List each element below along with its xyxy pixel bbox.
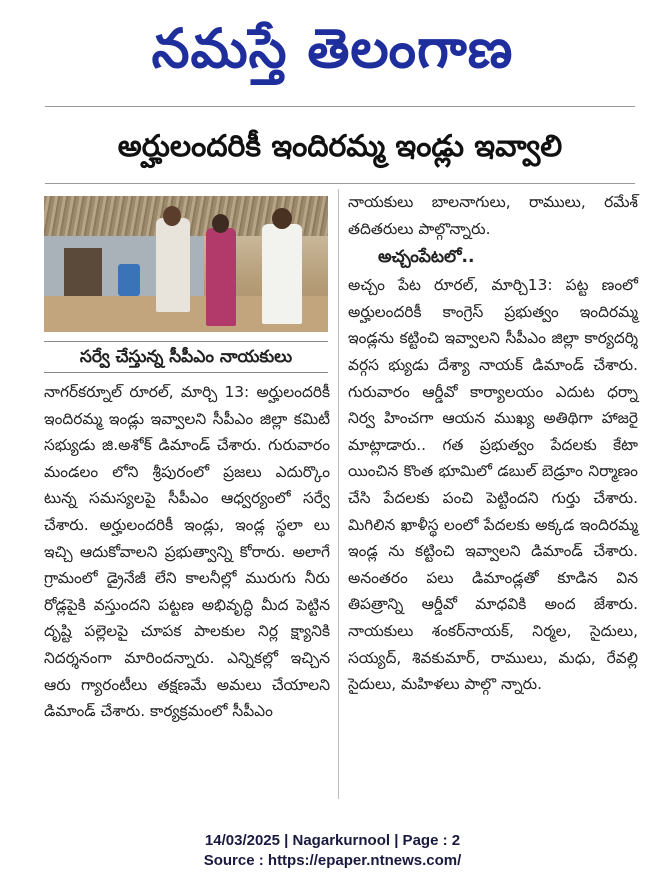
article-subheading: అచ్చంపేటలో.. (378, 247, 475, 268)
footer-source: Source : https://epaper.ntnews.com/ (203, 852, 462, 869)
footer-date-edition: 14/03/2025 | Nagarkurnool | Page : 2 (204, 832, 461, 849)
masthead-title: నమస్తే తెలంగాణ (151, 16, 514, 80)
person-figure (156, 218, 190, 312)
column-divider (338, 189, 339, 799)
masthead-divider (45, 106, 635, 107)
article-headline: అర్హులందరికీ ఇందిరమ్మ ఇండ్లు ఇవ్వాలి (117, 129, 563, 164)
photo-caption: సర్వే చేస్తున్న సీపీఎం నాయకులు (44, 341, 328, 373)
article-left-column (44, 379, 330, 725)
newspaper-masthead (0, 8, 665, 88)
left-column-text: నాగర్‌కర్నూల్ రూరల్, మార్చి 13: అర్హులందరికీ ఇందిరమ్మ ఇండ్లు ఇవ్వాలని సీపీఎం జిల్లా కమిటీ సభ్యుడు జి.అశోక్ డిమాండ్ చేశారు. గురువారం మండలం లోని శ్రీపురంలో ప్రజలు ఎదుర్కొం టున్న సమస్యలపై సీపీఎం ఆధ్వర్యంలో సర్వే చేశారు. అర్హులందరికీ ఇండ్లు, ఇండ్ల స్థలా లు ఇచ్చి ఆదుకోవాలని ప్రభుత్వాన్ని కోరారు. అలాగే గ్రామంలో డ్రైనేజీ లేని కాలనీల్లో మురుగు నీరు రోడ్లపైకి వస్తుందని పట్టణ అభివృద్ధి మీద పెట్టిన దృష్టి పల్లెలపై చూపక పాలకుల నిర్ల క్ష్యానికి నిదర్శనంగా మారిందన్నారు. ఎన్నికల్లో ఇచ్చిన ఆరు గ్యారంటీలు తక్షణమే అమలు చేయాలని డిమాండ్ చేశారు. కార్యక్రమంలో సీపీఎం (44, 383, 330, 721)
article-photo (44, 196, 328, 332)
right-column-text: అచ్చం పేట రూరల్, మార్చి13: పట్ట ణంలో అర్హులందరికీ కాంగ్రెస్ ప్రభుత్వం ఇందిరమ్మ ఇండ్లను కట్టించి ఇవ్వాలని సీపీఎం జిల్లా కార్యదర్శి వర్గస భ్యుడు దేశ్యా నాయక్ డిమాండ్ చేశారు. గురువారం ఆర్డీవో కార్యాలయం ఎదుట ధర్నా నిర్వ హించగా ఆయన ముఖ్య అతిథిగా హాజరై మాట్లాడారు.. గత ప్రభుత్వం పేదలకు కేటా యించిన కొంత భూమిలో డబుల్ బెడ్రూం నిర్మాణం చేసి పేదలకు పంచి పెట్టిందని గుర్తు చేశారు. మిగిలిన ఖాళీస్థ లంలో పేదలకు అక్కడ ఇందిరమ్మ ఇండ్ల ను కట్టించి ఇవ్వాలని డిమాండ్ చేశారు. అనంతరం పలు డిమాండ్లతో కూడిన విన తిపత్రాన్ని ఆర్డీవో మాధవికి అంద జేశారు. నాయకులు శంకర్‌నాయక్, నిర్మల, సైదులు, సయ్యద్, శివకుమార్, రాములు, మధు, రేవల్లి సైదులు, మహిళలు పాల్గొ న్నారు. (348, 276, 638, 694)
house-door (64, 248, 102, 296)
person-head (212, 214, 229, 233)
person-figure (262, 224, 302, 324)
article-right-column (348, 189, 638, 698)
right-column-intro: నాయకులు బాలనాగులు, రాములు, రమేశ్ తదితరులు పాల్గొన్నారు. (348, 193, 638, 238)
person-figure (206, 228, 236, 326)
water-drum (118, 264, 140, 296)
person-head (163, 206, 181, 226)
headline-divider (45, 183, 635, 184)
person-head (272, 208, 292, 229)
